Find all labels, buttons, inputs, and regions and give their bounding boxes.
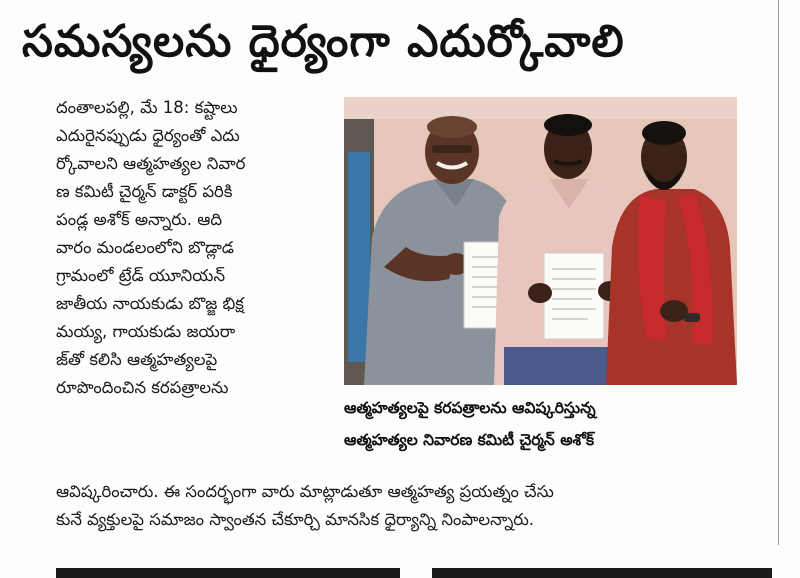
hand-middle-left [528, 283, 552, 303]
next-article-bar-left [56, 568, 400, 578]
news-photo [344, 97, 737, 385]
caption-line: ఆత్మహత్యల నివారణ కమిటీ చైర్మన్ అశోక్ [344, 431, 595, 449]
photo-door-glass [348, 152, 370, 362]
article-body-column [56, 94, 336, 474]
body-line: జ్‌తో కలిసి ఆత్మహత్యలపై [56, 350, 218, 369]
wide-line: కునే వ్యక్తులపై సమాజం స్వాంతన చేకూర్చి మానసిక ధైర్యాన్ని నింపాలన్నారు. [56, 510, 535, 529]
body-line: ర్కోవాలని ఆత్మహత్యల నివార [56, 154, 246, 173]
next-article-bar-right [432, 568, 772, 578]
leaflet-right [544, 253, 604, 339]
body-line: ఎదురైనప్పుడు ధైర్యంతో ఎదు [56, 126, 240, 145]
column-divider [778, 0, 779, 545]
photo-ceiling [344, 97, 737, 119]
body-line: ణ కమిటీ చైర్మన్ డాక్టర్ పరికి [56, 182, 233, 201]
body-line: వారం మండలంలోని బొడ్లాడ [56, 238, 234, 257]
wide-line: ఆవిష్కరించారు. ఈ సందర్భంగా వారు మాట్లాడుతూ ఆత్మహత్య ప్రయత్నం చేసు [56, 482, 554, 501]
body-line: పండ్ల అశోక్ అన్నారు. ఆది [56, 210, 223, 229]
body-line: మయ్య, గాయకుడు జయరా [56, 322, 236, 341]
body-line: గ్రామంలో ట్రేడ్ యూనియన్ [56, 266, 226, 285]
body-line: జాతీయ నాయకుడు బొజ్జ భిక్ష [56, 294, 244, 313]
article-body-wide [56, 478, 762, 540]
headline: సమస్యలను ధైర్యంగా ఎదుర్కోవాలి [22, 16, 625, 67]
caption-line: ఆత్మహత్యలపై కరపత్రాలను ఆవిష్కరిస్తున్న [344, 399, 596, 417]
photo-caption [344, 392, 764, 464]
body-line: దంతాలపల్లి, మే 18: కష్టాలు [56, 98, 238, 117]
photo-illustration [344, 97, 737, 385]
body-line: రూపొందించిన కరపత్రాలను [56, 378, 229, 397]
